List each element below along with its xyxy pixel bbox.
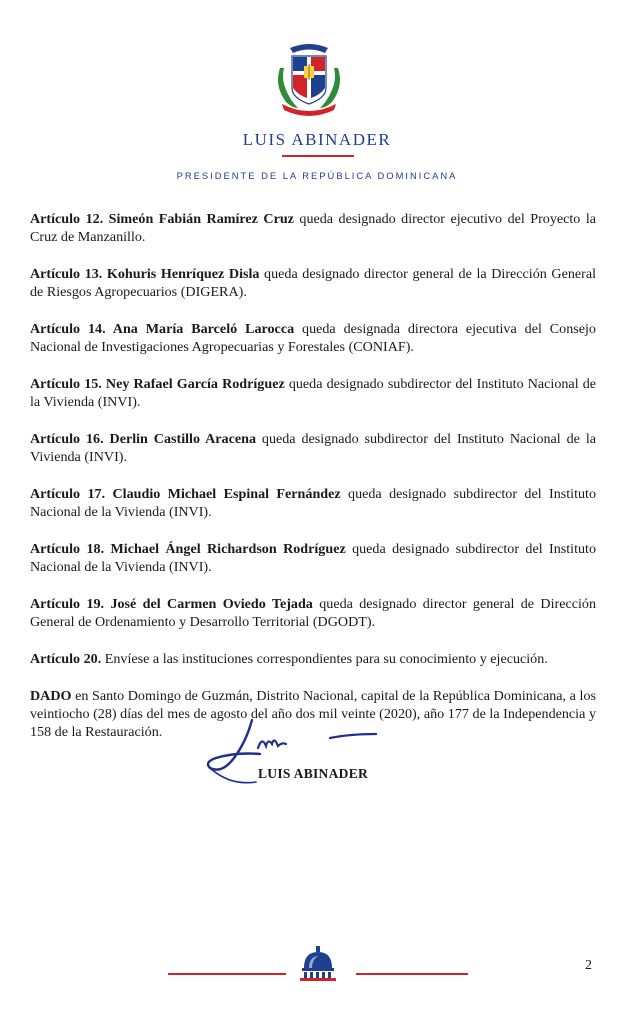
dome-icon [296, 944, 340, 982]
article-14 [30, 320, 596, 356]
dado-heading: DADO [30, 688, 72, 704]
article-17 [30, 485, 596, 521]
article-heading: Artículo 12. Simeón Fabián Ramírez Cruz [30, 211, 294, 227]
article-text: Envíese a las instituciones correspondientes para su conocimiento y ejecución. [101, 651, 548, 667]
signature-name: LUIS ABINADER [258, 766, 369, 781]
article-20 [30, 650, 596, 668]
handwritten-signature [200, 712, 380, 798]
article-text: queda designado director general de Dirección General de Ordenamiento y Desarrollo Territorial (DGODT). [30, 596, 596, 630]
article-16 [30, 430, 596, 466]
footer-rule-left [168, 973, 286, 975]
article-heading: Artículo 14. Ana María Barceló Larocca [30, 321, 295, 337]
name-underline [282, 155, 354, 157]
article-13 [30, 265, 596, 301]
article-heading: Artículo 19. José del Carmen Oviedo Tejada [30, 596, 313, 612]
article-heading: Artículo 15. Ney Rafael García Rodríguez [30, 376, 285, 392]
page-number: 2 [585, 958, 592, 973]
article-19 [30, 595, 596, 631]
decree-body [30, 210, 596, 760]
article-text: queda designado subdirector del Instituto Nacional de la Vivienda (INVI). [30, 541, 596, 575]
article-text: queda designada directora ejecutiva del Consejo Nacional de Investigaciones Agropecuarias y Forestales (CONIAF). [30, 321, 596, 355]
coat-of-arms-icon [268, 38, 350, 118]
article-heading: Artículo 20. [30, 651, 102, 667]
article-heading: Artículo 13. Kohuris Henríquez Disla [30, 266, 260, 282]
article-text: queda designado subdirector del Instituto Nacional de la Vivienda (INVI). [30, 376, 597, 410]
article-15 [30, 375, 596, 411]
article-text: queda designado director ejecutivo del Proyecto la Cruz de Manzanillo. [30, 211, 596, 245]
president-name: LUIS ABINADER [242, 130, 392, 149]
footer-rule-right [356, 973, 468, 975]
article-text: queda designado subdirector del Instituto Nacional de la Vivienda (INVI). [30, 431, 596, 465]
president-title: PRESIDENTE DE LA REPÚBLICA DOMINICANA [176, 170, 458, 181]
article-heading: Artículo 16. Derlin Castillo Aracena [30, 431, 256, 447]
article-text: queda designado director general de la Dirección General de Riesgos Agropecuarios (DIGERA). [30, 266, 596, 300]
article-18 [30, 540, 596, 576]
article-heading: Artículo 18. Michael Ángel Richardson Rodríguez [30, 541, 346, 557]
article-heading: Artículo 17. Claudio Michael Espinal Fernández [30, 486, 341, 502]
article-text: queda designado subdirector del Instituto Nacional de la Vivienda (INVI). [30, 486, 597, 520]
dado-text: en Santo Domingo de Guzmán, Distrito Nacional, capital de la República Dominicana, a los veintiocho (28) días del mes de agosto del año dos mil veinte (2020), año 177 de la Independencia y 158 de la Restauración. [30, 688, 596, 740]
article-12 [30, 210, 596, 246]
